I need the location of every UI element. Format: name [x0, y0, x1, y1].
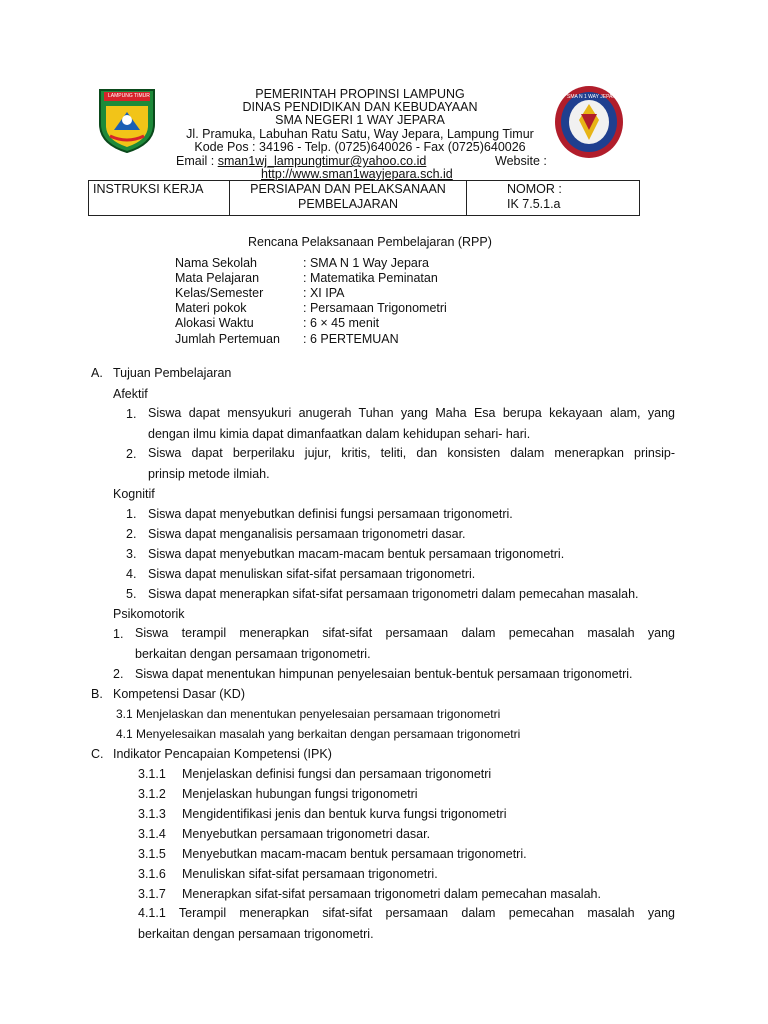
kognitif-item-2: Siswa dapat menganalisis persamaan trigonometri dasar. — [148, 527, 466, 541]
kognitif-heading: Kognitif — [113, 487, 155, 501]
info-value-subject: : Matematika Peminatan — [303, 271, 438, 285]
ipk-item-2: Menjelaskan hubungan fungsi trigonometri — [182, 787, 418, 801]
ipk-num-6: 3.1.6 — [138, 867, 166, 881]
email-label: Email : — [176, 154, 215, 168]
info-label-class: Kelas/Semester — [175, 286, 264, 300]
kognitif-num-3: 3. — [126, 547, 137, 561]
section-a-title: Tujuan Pembelajaran — [113, 366, 232, 380]
psikomotorik-item-2: Siswa dapat menentukan himpunan penyelesaian bentuk-bentuk persamaan trigonometri. — [135, 667, 633, 681]
info-label-topic: Materi pokok — [175, 301, 247, 315]
letterhead-line-3: SMA NEGERI 1 WAY JEPARA — [275, 113, 445, 127]
section-a-marker: A. — [91, 366, 103, 380]
ipk-item-7: Menerapkan sifat-sifat persamaan trigonometri dalam pemecahan masalah. — [182, 887, 601, 901]
number-cell — [467, 181, 640, 216]
afektif-heading: Afektif — [113, 387, 148, 401]
psikomotorik-item-1-line-1: Siswa terampil menerapkan sifat-sifat persamaan dalam pemecahan masalah yang — [135, 626, 675, 640]
email-link[interactable]: sman1wj_lampungtimur@yahoo.co.id — [217, 154, 427, 168]
afektif-item-2-line-2: prinsip metode ilmiah. — [148, 467, 270, 481]
ipk-item-4: Menyebutkan persamaan trigonometri dasar. — [182, 827, 431, 841]
info-value-time: : 6 × 45 menit — [303, 316, 380, 330]
ipk-num-1: 3.1.1 — [138, 767, 166, 781]
info-label-time: Alokasi Waktu — [175, 316, 254, 330]
psikomotorik-heading: Psikomotorik — [113, 607, 185, 621]
ipk-num-5: 3.1.5 — [138, 847, 166, 861]
ipk-skill-line-1: 4.1.1 Terampil menerapkan sifat-sifat persamaan dalam pemecahan masalah yang — [138, 906, 675, 920]
regency-logo — [94, 86, 160, 154]
info-label-school: Nama Sekolah — [175, 256, 257, 270]
afektif-num-2: 2. — [126, 447, 137, 461]
letterhead-line-4: Jl. Pramuka, Labuhan Ratu Satu, Way Jepara, Lampung Timur — [186, 127, 534, 141]
instruction-cell — [89, 181, 230, 216]
instruction-table — [88, 180, 640, 216]
letterhead-line-2: DINAS PENDIDIKAN DAN KEBUDAYAAN — [242, 100, 478, 114]
afektif-item-1-line-2: dengan ilmu kimia dapat dimanfaatkan dalam kehidupan sehari- hari. — [148, 427, 531, 441]
info-label-subject: Mata Pelajaran — [175, 271, 260, 285]
school-logo — [553, 84, 625, 160]
instruction-label: INSTRUKSI KERJA — [93, 182, 204, 196]
ipk-item-5: Menyebutkan macam-macam bentuk persamaan trigonometri. — [182, 847, 527, 861]
kd-item-1: 3.1 Menjelaskan dan menentukan penyelesaian persamaan trigonometri — [116, 707, 501, 721]
topic-line-1: PERSIAPAN DAN PELAKSANAAN — [250, 182, 446, 196]
school-logo-text: SMA N 1 WAY JEPARA — [567, 94, 620, 100]
kognitif-item-1: Siswa dapat menyebutkan definisi fungsi persamaan trigonometri. — [148, 507, 513, 521]
info-value-school: : SMA N 1 Way Jepara — [303, 256, 429, 270]
ipk-num-3: 3.1.3 — [138, 807, 166, 821]
info-value-topic: : Persamaan Trigonometri — [303, 301, 447, 315]
info-value-class: : XI IPA — [303, 286, 345, 300]
regency-logo-text: LAMPUNG TIMUR — [108, 93, 150, 99]
info-value-meetings: : 6 PERTEMUAN — [303, 332, 399, 346]
ipk-num-2: 3.1.2 — [138, 787, 166, 801]
ipk-num-4: 3.1.4 — [138, 827, 166, 841]
number-value: IK 7.5.1.a — [507, 197, 561, 211]
kognitif-num-4: 4. — [126, 567, 137, 581]
website-label: Website : — [495, 154, 547, 168]
topic-line-2: PEMBELAJARAN — [297, 197, 399, 211]
ipk-item-3: Mengidentifikasi jenis dan bentuk kurva fungsi trigonometri — [182, 807, 507, 821]
kd-item-2: 4.1 Menyelesaikan masalah yang berkaitan dengan persamaan trigonometri — [116, 727, 521, 741]
afektif-num-1: 1. — [126, 407, 137, 421]
afektif-item-1-line-1: Siswa dapat mensyukuri anugerah Tuhan yang Maha Esa berupa kekayaan alam, yang — [148, 406, 675, 420]
kognitif-item-5: Siswa dapat menerapkan sifat-sifat persamaan trigonometri dalam pemecahan masalah. — [148, 587, 639, 601]
ipk-item-6: Menuliskan sifat-sifat persamaan trigonometri. — [182, 867, 438, 881]
section-b-title: Kompetensi Dasar (KD) — [113, 687, 245, 701]
website-link[interactable]: http://www.sman1wayjepara.sch.id — [261, 167, 453, 181]
psikomotorik-num-2: 2. — [113, 667, 124, 681]
topic-cell — [230, 181, 467, 216]
letterhead-line-1: PEMERINTAH PROPINSI LAMPUNG — [255, 87, 465, 101]
number-label: NOMOR : — [507, 182, 562, 196]
rpp-title: Rencana Pelaksanaan Pembelajaran (RPP) — [248, 235, 492, 249]
letterhead-line-5: Kode Pos : 34196 - Telp. (0725)640026 - Fax (0725)640026 — [194, 140, 526, 154]
ipk-skill-line-2: berkaitan dengan persamaan trigonometri. — [138, 927, 374, 941]
psikomotorik-item-1-line-2: berkaitan dengan persamaan trigonometri. — [135, 647, 371, 661]
kognitif-num-5: 5. — [126, 587, 137, 601]
kognitif-item-4: Siswa dapat menuliskan sifat-sifat persamaan trigonometri. — [148, 567, 476, 581]
section-c-title: Indikator Pencapaian Kompetensi (IPK) — [113, 747, 332, 761]
info-label-meetings: Jumlah Pertemuan — [175, 332, 280, 346]
section-b-marker: B. — [91, 687, 103, 701]
afektif-item-2-line-1: Siswa dapat berperilaku jujur, kritis, teliti, dan konsisten dalam menerapkan prinsip- — [148, 446, 675, 460]
ipk-num-7: 3.1.7 — [138, 887, 166, 901]
kognitif-item-3: Siswa dapat menyebutkan macam-macam bentuk persamaan trigonometri. — [148, 547, 565, 561]
kognitif-num-2: 2. — [126, 527, 137, 541]
section-c-marker: C. — [91, 747, 104, 761]
kognitif-num-1: 1. — [126, 507, 137, 521]
ipk-item-1: Menjelaskan definisi fungsi dan persamaan trigonometri — [182, 767, 492, 781]
psikomotorik-num-1: 1. — [113, 627, 124, 641]
